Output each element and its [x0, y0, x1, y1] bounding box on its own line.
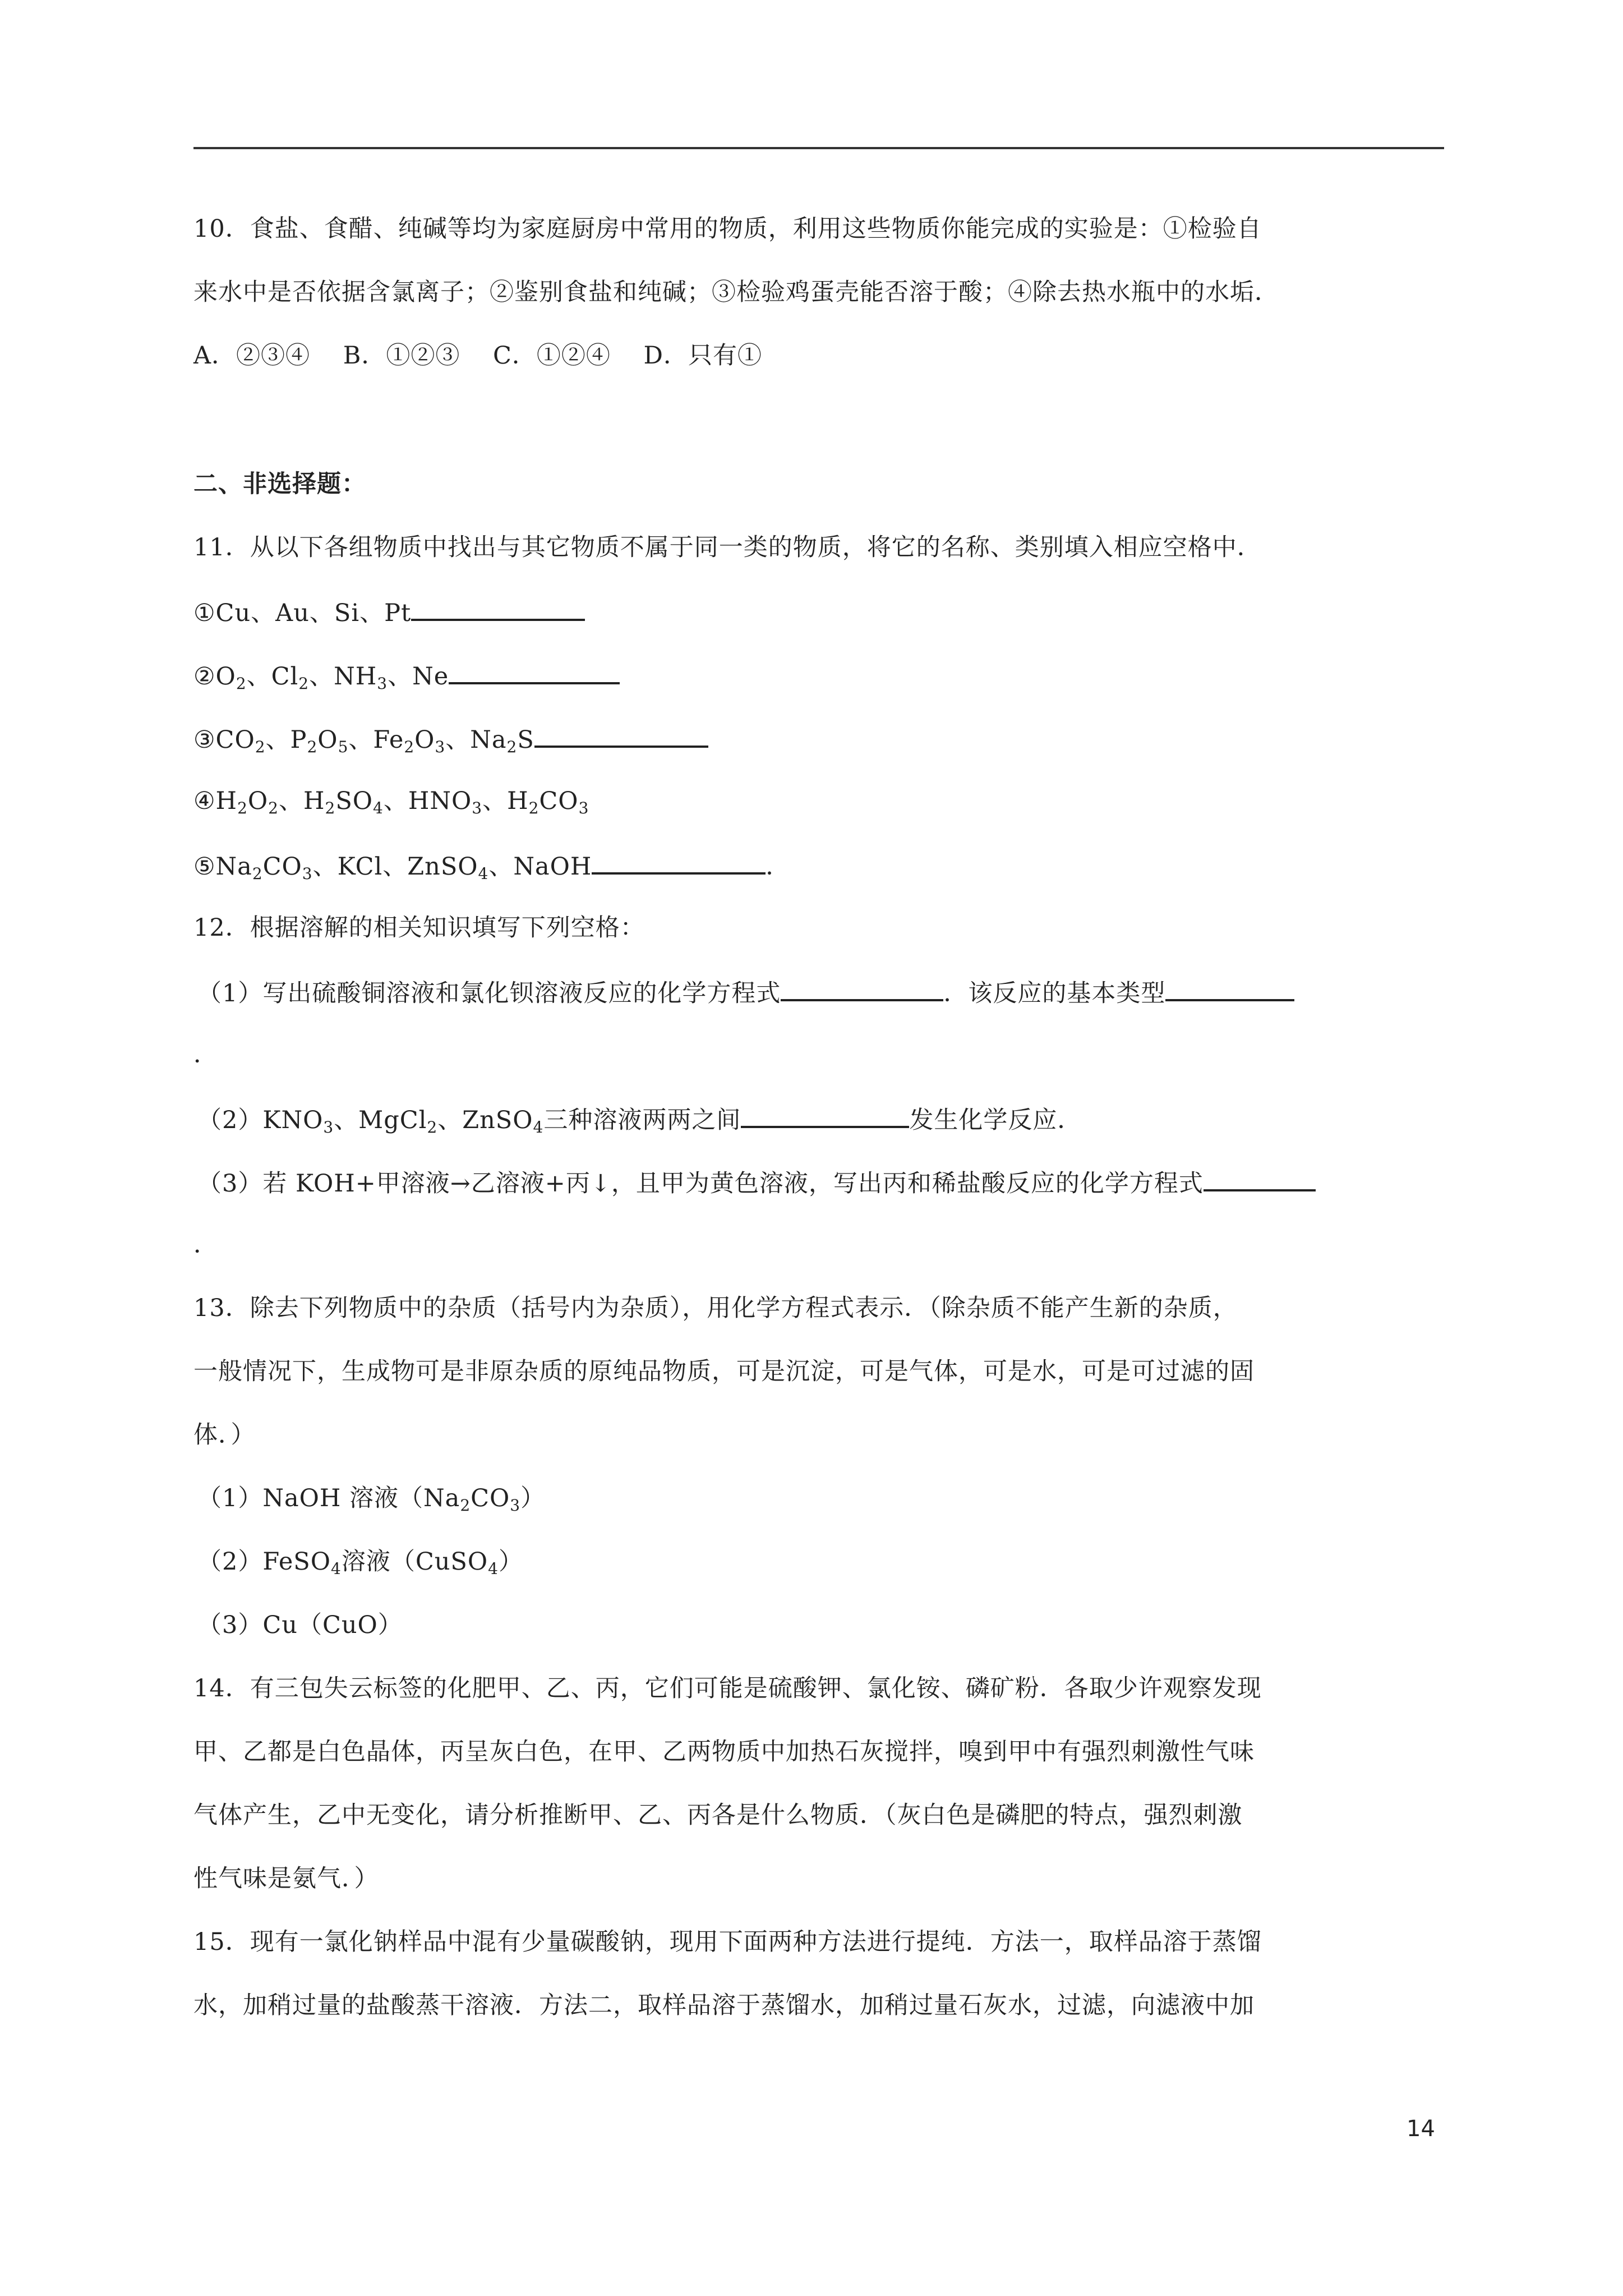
answer-blank[interactable] — [741, 1101, 909, 1128]
q10-options: A．②③④ B．①②③ C．①②④ D．只有① — [193, 342, 763, 370]
q14-line-3: 气体产生，乙中无变化，请分析推断甲、乙、丙各是什么物质．（灰白色是磷肥的特点，强烈刺激 — [193, 1801, 1243, 1829]
q11-group-5: $⑤Na_2CO_3$、KCl、ZnSO$_4$、NaOH ． — [193, 848, 790, 884]
q13-line-1: 13．除去下列物质中的杂质（括号内为杂质），用化学方程式表示．（除杂质不能产生新的杂质， — [193, 1294, 1238, 1322]
section-title: 二、非选择题： — [193, 470, 366, 498]
q13-line-3: 体．） — [193, 1421, 256, 1449]
q15-line-1: 15．现有一氯化钠样品中混有少量碳酸钠，现用下面两种方法进行提纯．方法一，取样品溶于蒸馏 — [193, 1928, 1262, 1956]
q14-line-2: 甲、乙都是白色晶体，丙呈灰白色，在甲、乙两物质中加热石灰搅拌，嗅到甲中有强烈刺激性气味 — [193, 1738, 1255, 1766]
answer-blank[interactable] — [592, 848, 766, 875]
q13-line-2: 一般情况下，生成物可是非原杂质的原纯品物质，可是沉淀，可是气体，可是水，可是可过滤的固 — [193, 1358, 1255, 1386]
answer-blank[interactable] — [449, 657, 620, 684]
q14-line-4: 性气味是氨气．） — [193, 1865, 379, 1893]
q12-part-2: $(2)KNO_3$、MgCl$_2$、ZnSO$_4$三种溶液两两之间 发生化学反应． — [197, 1101, 1082, 1137]
q12-part-1-end: ． — [193, 1041, 218, 1069]
q13-part-2: （2）FeSO$_4$溶液（CuSO$_4$） — [197, 1548, 523, 1578]
q10-line-1: 10．食盐、食醋、纯碱等均为家庭厨房中常用的物质，利用这些物质你能完成的实验是：①检验自 — [193, 215, 1262, 243]
q11-group-3: $③CO_2$、$P_2O_5$、$Fe_2O_3$、$Na_2S$ — [193, 721, 708, 757]
answer-blank[interactable] — [1165, 974, 1294, 1001]
answer-blank[interactable] — [411, 594, 585, 621]
q11-stem: 11．从以下各组物质中找出与其它物质不属于同一类的物质，将它的名称、类别填入相应空格中． — [193, 533, 1262, 562]
q10-line-2: 来水中是否依据含氯离子；②鉴别食盐和纯碱；③检验鸡蛋壳能否溶于酸；④除去热水瓶中的水垢． — [193, 278, 1279, 306]
header-rule — [193, 147, 1444, 149]
answer-blank[interactable] — [534, 721, 708, 748]
q11-group-2: $②O_2$、$Cl_2$、$NH_3$、Ne — [193, 657, 620, 693]
q15-line-2: 水，加稍过量的盐酸蒸干溶液．方法二，取样品溶于蒸馏水，加稍过量石灰水，过滤，向滤液中加 — [193, 1991, 1255, 2019]
answer-blank[interactable] — [781, 974, 943, 1001]
q12-part-3: （3）若 KOH+甲溶液→乙溶液+丙↓，且甲为黄色溶液，写出丙和稀盐酸反应的化学方程式 — [197, 1165, 1316, 1200]
q12-part-1: （1）写出硫酸铜溶液和氯化钡溶液反应的化学方程式 ．该反应的基本类型 — [197, 974, 1294, 1010]
q11-group-1: ①Cu、Au、Si、Pt — [193, 594, 585, 630]
q11-group-4: $④H_2O_2$、$H_2SO_4$、$HNO_3$、$H_2CO_3$ — [193, 787, 589, 817]
page-number: 14 — [1407, 2116, 1435, 2142]
q13-part-3: （3）Cu（CuO） — [197, 1611, 403, 1639]
q13-part-1: （1）NaOH 溶液$(Na_2CO_3)$ — [197, 1484, 546, 1515]
answer-blank[interactable] — [1204, 1165, 1316, 1191]
q14-line-1: 14．有三包失云标签的化肥甲、乙、丙，它们可能是硫酸钾、氯化铵、磷矿粉．各取少许观察发现 — [193, 1674, 1262, 1703]
q12-part-3-end: ． — [193, 1231, 218, 1259]
q12-stem: 12．根据溶解的相关知识填写下列空格： — [193, 914, 645, 942]
